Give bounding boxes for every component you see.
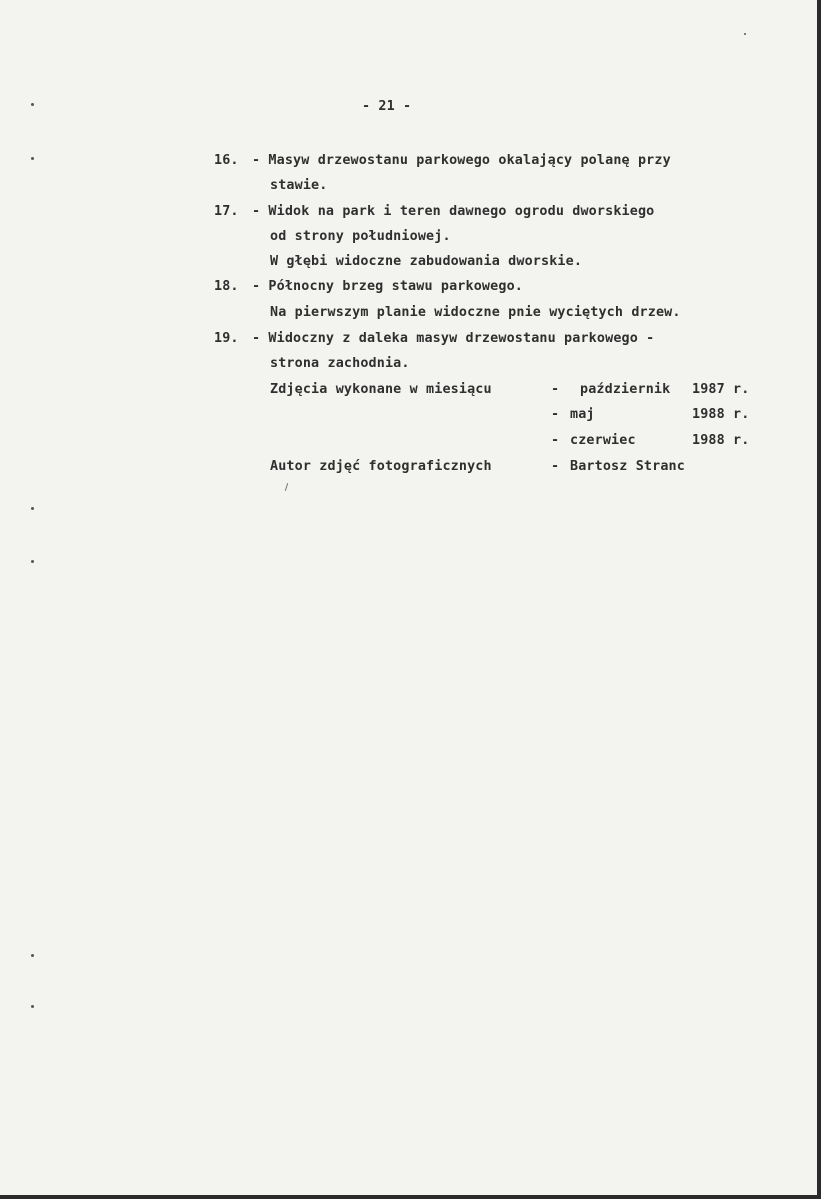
scan-speck: [31, 560, 34, 563]
date-month: maj: [570, 407, 595, 422]
date-year: 1988 r.: [692, 433, 750, 448]
entry-line: strona zachodnia.: [270, 356, 410, 371]
entry-line: - Widok na park i teren dawnego ogrodu dworskiego: [252, 204, 655, 219]
scan-mark: [285, 483, 288, 491]
entry-line: od strony południowej.: [270, 229, 451, 244]
author-name: Bartosz Stranc: [570, 459, 685, 474]
date-dash: -: [551, 433, 560, 448]
date-dash: -: [551, 407, 560, 422]
date-month: czerwiec: [570, 433, 636, 448]
photo-dates-label: Zdjęcia wykonane w miesiącu: [270, 382, 492, 397]
entry-line: stawie.: [270, 178, 328, 193]
entry-line: - Masyw drzewostanu parkowego okalający polanę przy: [252, 153, 671, 168]
entry-line: - Północny brzeg stawu parkowego.: [252, 279, 523, 294]
page-number: - 21 -: [362, 99, 412, 114]
author-dash: -: [551, 459, 560, 474]
date-dash: -: [551, 382, 560, 397]
entry-line: W głębi widoczne zabudowania dworskie.: [270, 254, 583, 269]
date-year: 1987 r.: [692, 382, 750, 397]
scan-speck: [31, 507, 34, 510]
entry-line: Na pierwszym planie widoczne pnie wyciętych drzew.: [270, 305, 681, 320]
author-label: Autor zdjęć fotograficznych: [270, 459, 492, 474]
entry-number: 17.: [214, 204, 239, 219]
scan-speck: [31, 103, 34, 106]
scan-speck: [31, 157, 34, 160]
scan-speck: [744, 33, 746, 35]
entry-number: 16.: [214, 153, 239, 168]
entry-number: 18.: [214, 279, 239, 294]
scan-speck: [31, 1005, 34, 1008]
entry-number: 19.: [214, 331, 239, 346]
scan-speck: [31, 954, 34, 957]
date-year: 1988 r.: [692, 407, 750, 422]
entry-line: - Widoczny z daleka masyw drzewostanu parkowego -: [252, 331, 655, 346]
date-month: październik: [580, 382, 671, 397]
